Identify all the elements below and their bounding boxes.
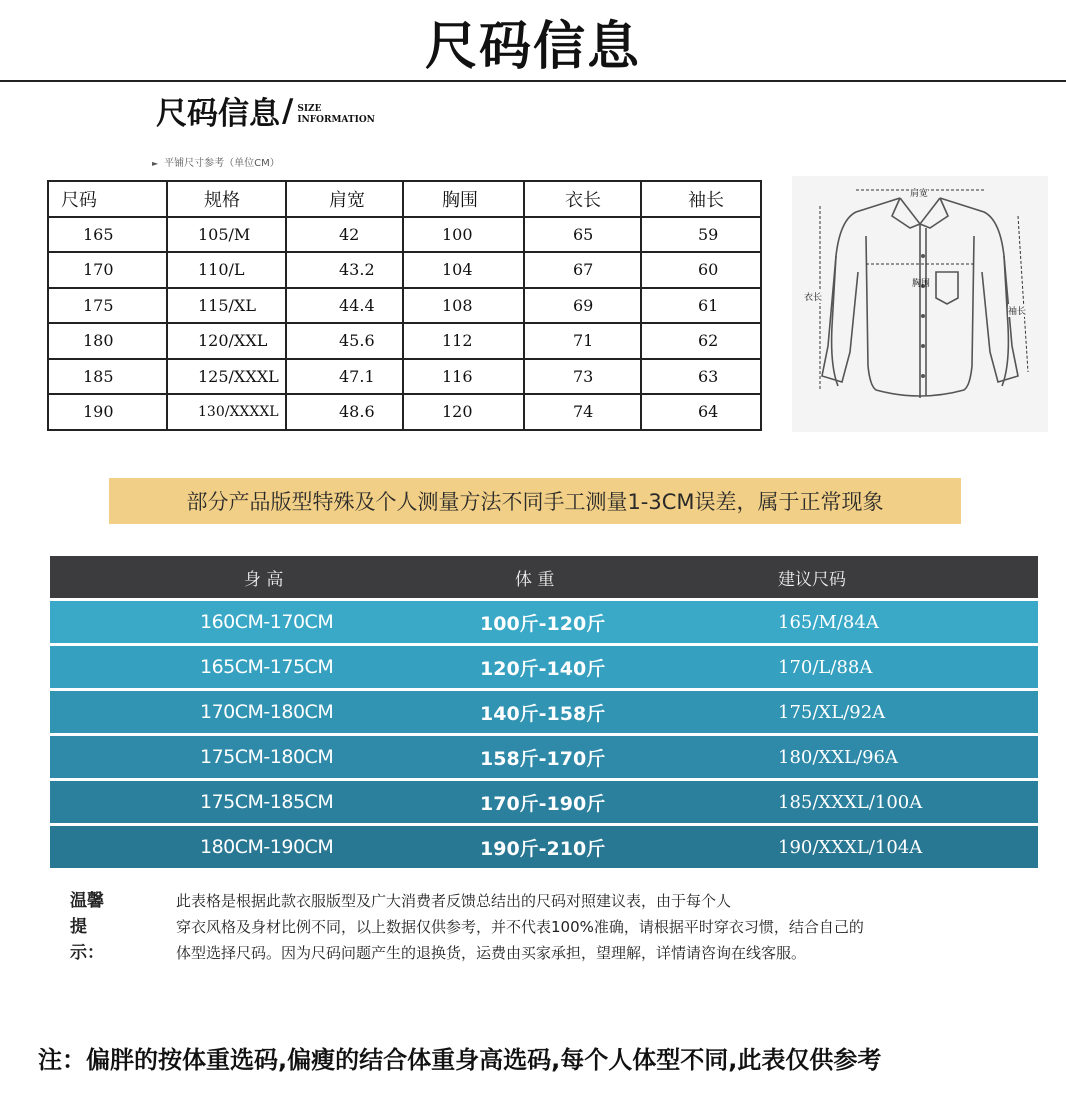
table-cell: 45.6: [286, 323, 403, 359]
weight-cell: 140斤-158斤: [480, 702, 606, 725]
header-cell: 胸围: [403, 181, 524, 217]
section-title-en-2: INFORMATION: [297, 114, 375, 125]
table-cell: 165: [48, 217, 167, 253]
table-cell: 110/L: [167, 252, 286, 288]
header-size: 建议尺码: [778, 569, 846, 590]
recommend-row: [50, 646, 1038, 688]
title-divider: [0, 80, 1066, 82]
table-cell: 60: [641, 252, 761, 288]
table-cell: 108: [403, 288, 524, 324]
height-cell: 180CM-190CM: [200, 836, 334, 858]
header-cell: 衣长: [524, 181, 641, 217]
length-label: 衣长: [804, 290, 822, 303]
recommend-row: [50, 691, 1038, 733]
table-cell: 43.2: [286, 252, 403, 288]
recommend-header: [50, 556, 1038, 598]
table-cell: 47.1: [286, 359, 403, 395]
recommend-table: [50, 556, 1038, 868]
table-cell: 64: [641, 394, 761, 430]
table-cell: 116: [403, 359, 524, 395]
table-cell: 185: [48, 359, 167, 395]
section-heading: [156, 88, 375, 133]
height-cell: 175CM-180CM: [200, 746, 334, 768]
table-cell: 59: [641, 217, 761, 253]
section-title-en-1: SIZE: [297, 103, 322, 114]
table-cell: 62: [641, 323, 761, 359]
recommend-row: [50, 736, 1038, 778]
section-title: 尺码信息: [156, 96, 280, 132]
table-cell: 120: [403, 394, 524, 430]
table-cell: 73: [524, 359, 641, 395]
table-cell: 120/XXL: [167, 323, 286, 359]
header-cell: 规格: [167, 181, 286, 217]
section-title-en: [297, 104, 375, 126]
weight-cell: 158斤-170斤: [480, 747, 606, 770]
size-table: [47, 180, 762, 431]
weight-cell: 120斤-140斤: [480, 657, 606, 680]
size-cell: 190/XXXL/104A: [778, 836, 923, 858]
table-cell: 104: [403, 252, 524, 288]
table-cell: 100: [403, 217, 524, 253]
measure-note-text: 平铺尺寸参考（单位CM）: [164, 158, 280, 169]
table-cell: 44.4: [286, 288, 403, 324]
height-cell: 170CM-180CM: [200, 701, 334, 723]
table-cell: 61: [641, 288, 761, 324]
table-row: [48, 394, 761, 430]
measurement-error-banner: 部分产品版型特殊及个人测量方法不同手工测量1-3CM误差，属于正常现象: [109, 478, 961, 524]
header-cell: 尺码: [48, 181, 167, 217]
table-cell: 130/XXXXL: [167, 394, 286, 430]
measure-note: [152, 154, 280, 169]
table-cell: 115/XL: [167, 288, 286, 324]
shirt-measurement-diagram: [792, 176, 1048, 432]
weight-cell: 170斤-190斤: [480, 792, 606, 815]
tips-line-2: 穿衣风格及身材比例不同，以上数据仅供参考，并不代表100%准确，请根据平时穿衣习惯，结合自己的: [176, 918, 864, 936]
section-slash: /: [282, 92, 294, 129]
table-cell: 65: [524, 217, 641, 253]
recommend-row: [50, 781, 1038, 823]
tips-line-3: 体型选择尺码。因为尺码问题产生的退换货，运费由买家承担，望理解，详情请咨询在线客服。: [176, 944, 807, 962]
footer-note: 注：偏胖的按体重选码,偏瘦的结合体重身高选码,每个人体型不同,此表仅供参考: [38, 1046, 882, 1074]
header-cell: 袖长: [641, 181, 761, 217]
header-cell: 肩宽: [286, 181, 403, 217]
table-row: [48, 323, 761, 359]
table-cell: 125/XXXL: [167, 359, 286, 395]
header-weight: 体 重: [515, 569, 555, 590]
height-cell: 175CM-185CM: [200, 791, 334, 813]
size-cell: 180/XXL/96A: [778, 746, 898, 768]
size-cell: 185/XXXL/100A: [778, 791, 923, 813]
table-row: [48, 359, 761, 395]
size-cell: 170/L/88A: [778, 656, 873, 678]
header-height: 身 高: [244, 569, 284, 590]
table-cell: 69: [524, 288, 641, 324]
height-cell: 160CM-170CM: [200, 611, 334, 633]
table-cell: 71: [524, 323, 641, 359]
height-cell: 165CM-175CM: [200, 656, 334, 678]
table-cell: 42: [286, 217, 403, 253]
weight-cell: 190斤-210斤: [480, 837, 606, 860]
bullet-icon: ►: [152, 159, 159, 168]
chest-label: 胸围: [912, 279, 931, 289]
recommend-row: [50, 826, 1038, 868]
tips-label: 温馨提示：: [70, 891, 104, 963]
table-cell: 67: [524, 252, 641, 288]
table-cell: 170: [48, 252, 167, 288]
table-cell: 105/M: [167, 217, 286, 253]
table-cell: 190: [48, 394, 167, 430]
table-row: [48, 217, 761, 253]
table-cell: 180: [48, 323, 167, 359]
sleeve-label: 袖长: [1008, 304, 1026, 317]
weight-cell: 100斤-120斤: [480, 612, 606, 635]
size-cell: 165/M/84A: [778, 611, 879, 633]
size-cell: 175/XL/92A: [778, 701, 886, 723]
recommend-row: [50, 601, 1038, 643]
table-cell: 74: [524, 394, 641, 430]
table-row: [48, 252, 761, 288]
table-cell: 48.6: [286, 394, 403, 430]
table-row: [48, 288, 761, 324]
table-cell: 175: [48, 288, 167, 324]
tips-line-1: 此表格是根据此款衣服版型及广大消费者反馈总结出的尺码对照建议表，由于每个人: [176, 892, 732, 910]
table-cell: 112: [403, 323, 524, 359]
shoulder-label: 肩宽: [910, 186, 928, 199]
size-table-header: [48, 181, 761, 217]
table-cell: 63: [641, 359, 761, 395]
page-title: 尺码信息: [424, 17, 641, 77]
